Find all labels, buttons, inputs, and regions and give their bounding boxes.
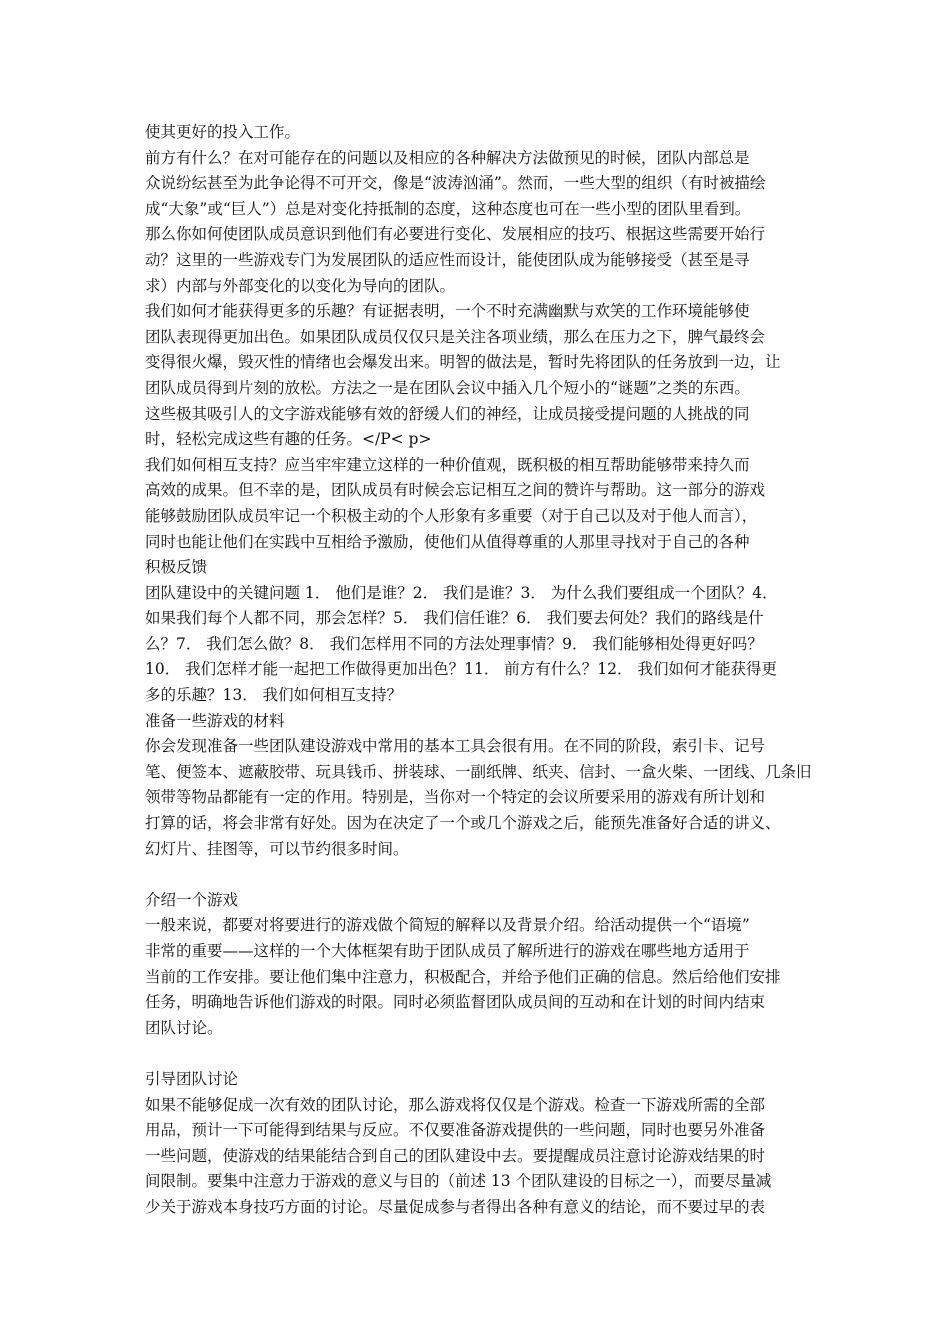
text-line: 非常的重要——这样的一个大体框架有助于团队成员了解所进行的游戏在哪些地方适用于 <box>145 942 750 960</box>
text-line: 这些极其吸引人的文字游戏能够有效的舒缓人们的神经，让成员接受提问题的人挑战的同 <box>145 404 750 423</box>
text-line: 高效的成果。但不幸的是，团队成员有时候会忘记相互之间的赞许与帮助。这一部分的游戏 <box>145 481 766 500</box>
text-line: 笔、便签本、遮蔽胶带、玩具钱币、拼装球、一副纸牌、纸夹、信封、一盒火柴、一团线、几条旧 <box>145 762 812 781</box>
text-line: 领带等物品都能有一定的作用。特别是，当你对一个特定的会议所要采用的游戏有所计划和 <box>145 788 766 807</box>
text-line: 打算的话，将会非常有好处。因为在决定了一个或几个游戏之后，能预先准备好合适的讲义、 <box>145 814 781 833</box>
text-line: 一般来说，都要对将要进行的游戏做个简短的解释以及背景介绍。给活动提供一个“语境” <box>145 916 750 935</box>
blank-line <box>145 862 825 888</box>
text-line: 使其更好的投入工作。 <box>145 123 301 141</box>
text-line: 一些问题，使游戏的结果能结合到自己的团队建设中去。要提醒成员注意讨论游戏结果的时 <box>145 1146 766 1165</box>
text-line: 任务，明确地告诉他们游戏的时限。同时必须监督团队成员间的互动和在计划的时间内结束 <box>145 993 766 1012</box>
text-line: 多的乐趣？13． 我们如何相互支持？ <box>145 686 403 705</box>
text-line: 如果不能够促成一次有效的团队讨论，那么游戏将仅仅是个游戏。检查一下游戏所需的全部 <box>145 1095 766 1114</box>
text-line: 用品，预计一下可能得到结果与反应。不仅要准备游戏提供的一些问题，同时也要另外准备 <box>145 1121 766 1140</box>
text-line: 那么你如何使团队成员意识到他们有必要进行变化、发展相应的技巧、根据这些需要开始行 <box>145 225 766 244</box>
text-line: 我们如何才能获得更多的乐趣？有证据表明，一个不时充满幽默与欢笑的工作环境能够使 <box>145 302 750 321</box>
blank-line <box>145 1041 825 1067</box>
text-line: 当前的工作安排。要让他们集中注意力，积极配合，并给予他们正确的信息。然后给他们安排 <box>145 967 781 986</box>
text-line: 同时也能让他们在实践中互相给予激励，使他们从值得尊重的人那里寻找对于自己的各种 <box>145 532 750 551</box>
text-line: 团队建设中的关键问题 1． 他们是谁？2． 我们是谁？3． 为什么我们要组成一个团队？4． <box>145 583 778 602</box>
text-line: 团队讨论。 <box>145 1018 223 1037</box>
text-line: 时，轻松完成这些有趣的任务。</P< p> <box>145 430 432 449</box>
text-line: 我们如何相互支持？应当牢牢建立这样的一种价值观，既积极的相互帮助能够带来持久而 <box>145 455 750 474</box>
text-line: 能够鼓励团队成员牢记一个积极主动的个人形象有多重要（对于自己以及对于他人而言）， <box>145 506 758 525</box>
text-line: 积极反馈 <box>145 558 208 577</box>
text-line: 如果我们每个人都不同，那会怎样？5． 我们信任谁？6． 我们要去何处？我们的路线是什 <box>145 609 764 628</box>
text-line: 成“大象”或“巨人”）总是对变化持抵制的态度，这种态度也可在一些小型的团队里看到。 <box>145 199 751 218</box>
section-heading: 准备一些游戏的材料 <box>145 711 285 730</box>
text-line: 变得很火爆，毁灭性的情绪也会爆发出来。明智的做法是，暂时先将团队的任务放到一边，让 <box>145 353 781 372</box>
document-body <box>145 120 825 1246</box>
text-line: 少关于游戏本身技巧方面的讨论。尽量促成参与者得出各种有意义的结论，而不要过早的表 <box>145 1197 766 1216</box>
text-line: 动？这里的一些游戏专门为发展团队的适应性而设计，能使团队成为能够接受（甚至是寻 <box>145 250 750 269</box>
text-line: 10． 我们怎样才能一起把工作做得更加出色？11． 前方有什么？12． 我们如何才能获得更 <box>145 660 777 679</box>
text-line: 你会发现准备一些团队建设游戏中常用的基本工具会很有用。在不同的阶段，索引卡、记号 <box>145 737 766 756</box>
text-line: 幻灯片、挂图等，可以节约很多时间。 <box>145 839 409 858</box>
text-line: 前方有什么？在对可能存在的问题以及相应的各种解决方法做预见的时候，团队内部总是 <box>145 148 750 167</box>
section-heading: 引导团队讨论 <box>145 1069 239 1088</box>
text-line: 众说纷纭甚至为此争论得不可开交，像是“波涛汹涌”。然而，一些大型的组织（有时被描绘 <box>145 174 766 193</box>
text-line: 团队表现得更加出色。如果团队成员仅仅只是关注各项业绩，那么在压力之下，脾气最终会 <box>145 327 766 346</box>
text-line: 求）内部与外部变化的以变化为导向的团队。 <box>145 276 456 295</box>
text-line: 间限制。要集中注意力于游戏的意义与目的（前述 13 个团队建设的目标之一），而要尽量减 <box>145 1172 772 1191</box>
section-heading: 介绍一个游戏 <box>145 890 239 909</box>
text-line <box>145 1221 825 1247</box>
text-line: 么？7． 我们怎么做？8． 我们怎样用不同的方法处理事情？9． 我们能够相处得更好吗？ <box>145 634 763 653</box>
text-line: 团队成员得到片刻的放松。方法之一是在团队会议中插入几个短小的“谜题”之类的东西。 <box>145 378 750 397</box>
